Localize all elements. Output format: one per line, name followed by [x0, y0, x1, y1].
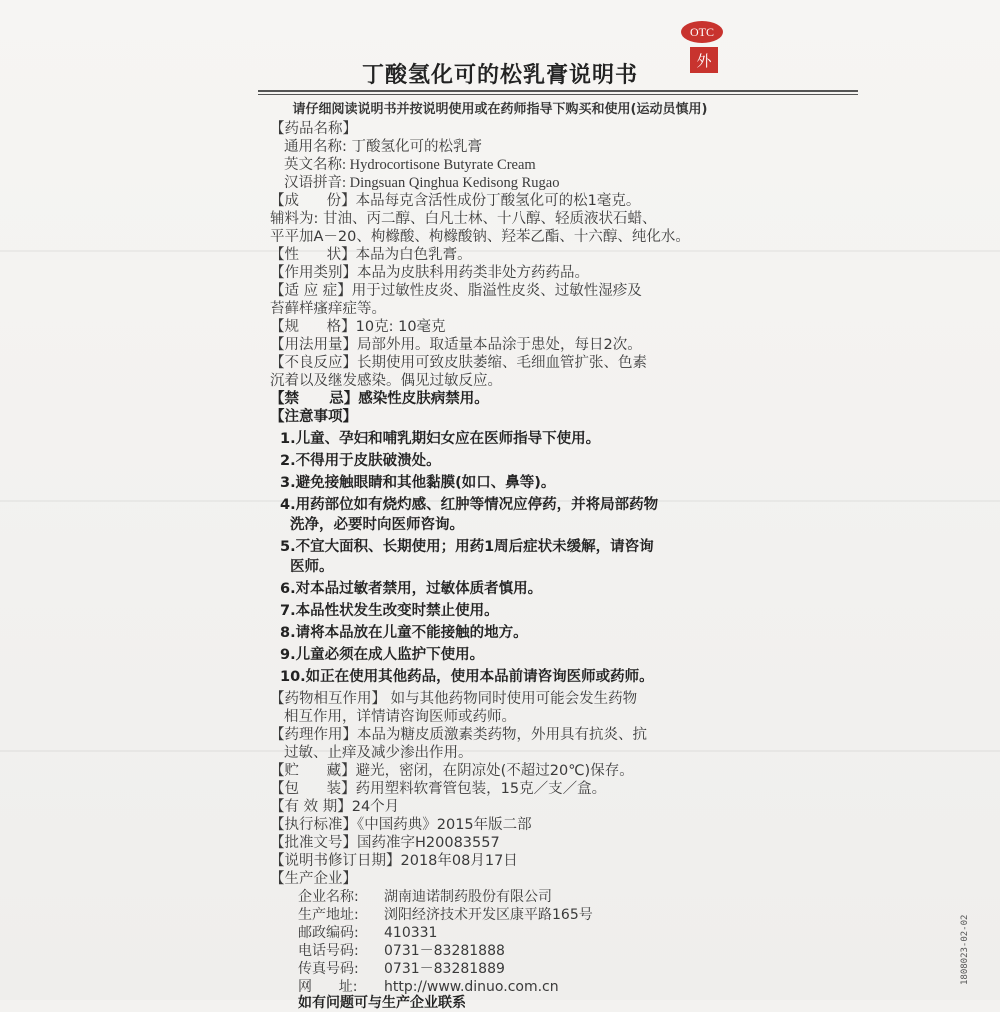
field-value: 410331 [384, 925, 438, 941]
precaution-item: 1.儿童、孕妇和哺乳期妇女应在医师指导下使用。 [280, 431, 601, 447]
title-rule [258, 90, 858, 92]
section-specification: 【规 格】10克: 10毫克 [270, 319, 446, 335]
field-label: 传真号码: [298, 961, 359, 977]
fold-line [0, 750, 1000, 752]
field-label: 电话号码: [298, 943, 359, 959]
precaution-item: 9.儿童必须在成人监护下使用。 [280, 647, 485, 663]
field-label: 邮政编码: [298, 925, 359, 941]
precaution-item: 7.本品性状发生改变时禁止使用。 [280, 603, 499, 619]
pharmacology-cont: 过敏、止痒及减少渗出作用。 [284, 745, 473, 761]
field-value: http://www.dinuo.com.cn [384, 979, 559, 995]
external-use-badge: 外 [690, 47, 718, 73]
precaution-item: 3.避免接触眼睛和其他黏膜(如口、鼻等)。 [280, 475, 556, 491]
manufacturer-field [298, 924, 438, 942]
manufacturer-field [298, 888, 552, 906]
section-approval-number: 【批准文号】国药准字H20083557 [270, 835, 500, 851]
section-indications: 【适 应 症】用于过敏性皮炎、脂溢性皮炎、过敏性湿疹及 [270, 283, 642, 299]
section-pharmacology: 【药理作用】本品为糖皮质激素类药物，外用具有抗炎、抗 [270, 727, 647, 743]
generic-name: 通用名称: 丁酸氢化可的松乳膏 [284, 139, 482, 155]
section-appearance: 【性 状】本品为白色乳膏。 [270, 247, 472, 263]
section-ingredients: 【成 份】本品每克含活性成份丁酸氢化可的松1毫克。 [270, 193, 641, 209]
precaution-item: 8.请将本品放在儿童不能接触的地方。 [280, 625, 528, 641]
section-interactions: 【药物相互作用】 如与其他药物同时使用可能会发生药物 [270, 691, 638, 707]
contact-note: 如有问题可与生产企业联系 [298, 995, 466, 1011]
fold-line [0, 250, 1000, 252]
precaution-item: 4.用药部位如有烧灼感、红肿等情况应停药，并将局部药物 [280, 497, 659, 513]
usage-warning: 请仔细阅读说明书并按说明使用或在药师指导下购买和使用(运动员慎用) [292, 102, 708, 117]
section-storage: 【贮 藏】避光，密闭，在阴凉处(不超过20℃)保存。 [270, 763, 634, 779]
section-validity: 【有 效 期】24个月 [270, 799, 400, 815]
section-contraindications: 【禁 忌】感染性皮肤病禁用。 [270, 391, 489, 407]
adverse-reactions-cont: 沉着以及继发感染。偶见过敏反应。 [270, 373, 502, 389]
section-standard: 【执行标准】《中国药典》2015年版二部 [270, 817, 532, 833]
field-value: 浏阳经济技术开发区康平路165号 [384, 907, 593, 923]
field-label: 企业名称: [298, 889, 359, 905]
section-precautions: 【注意事项】 [270, 409, 357, 425]
section-category: 【作用类别】本品为皮肤科用药类非处方药药品。 [270, 265, 589, 281]
page-title: 丁酸氢化可的松乳膏说明书 [361, 63, 638, 88]
field-label: 网 址: [298, 979, 358, 995]
field-value: 湖南迪诺制药股份有限公司 [384, 889, 552, 905]
title-rule [258, 94, 858, 95]
manufacturer-field [298, 906, 593, 924]
section-revision-date: 【说明书修订日期】2018年08月17日 [270, 853, 518, 869]
section-manufacturer: 【生产企业】 [270, 871, 357, 887]
manufacturer-field [298, 960, 505, 978]
english-name: 英文名称: Hydrocortisone Butyrate Cream [284, 157, 536, 173]
field-value: 0731－83281889 [384, 961, 505, 977]
indications-cont: 苔藓样瘙痒症等。 [270, 301, 386, 317]
manufacturer-field [298, 942, 505, 960]
field-value: 0731－83281888 [384, 943, 505, 959]
otc-badge: OTC [681, 21, 723, 43]
interactions-cont: 相互作用，详情请咨询医师或药师。 [284, 709, 516, 725]
section-adverse-reactions: 【不良反应】长期使用可致皮肤萎缩、毛细血管扩张、色素 [270, 355, 647, 371]
excipients: 辅料为: 甘油、丙二醇、白凡士林、十八醇、轻质液状石蜡、 [270, 211, 657, 227]
excipients-cont: 平平加A－20、枸橼酸、枸橼酸钠、羟苯乙酯、十六醇、纯化水。 [270, 229, 690, 245]
precaution-item-cont: 洗净，必要时向医师咨询。 [290, 517, 464, 533]
precaution-item: 5.不宜大面积、长期使用；用药1周后症状未缓解，请咨询 [280, 539, 654, 555]
section-packaging: 【包 装】药用塑料软膏管包装，15克／支／盒。 [270, 781, 607, 797]
precaution-item: 2.不得用于皮肤破溃处。 [280, 453, 441, 469]
precaution-item-cont: 医师。 [290, 559, 334, 575]
pinyin-name: 汉语拼音: Dingsuan Qinghua Kedisong Rugao [284, 175, 560, 191]
section-drug-name: 【药品名称】 [270, 121, 357, 137]
precaution-item: 10.如正在使用其他药品，使用本品前请咨询医师或药师。 [280, 669, 654, 685]
precaution-item: 6.对本品过敏者禁用，过敏体质者慎用。 [280, 581, 543, 597]
field-label: 生产地址: [298, 907, 359, 923]
print-code: 1808023-02-02 [960, 914, 970, 985]
section-dosage: 【用法用量】局部外用。取适量本品涂于患处，每日2次。 [270, 337, 642, 353]
